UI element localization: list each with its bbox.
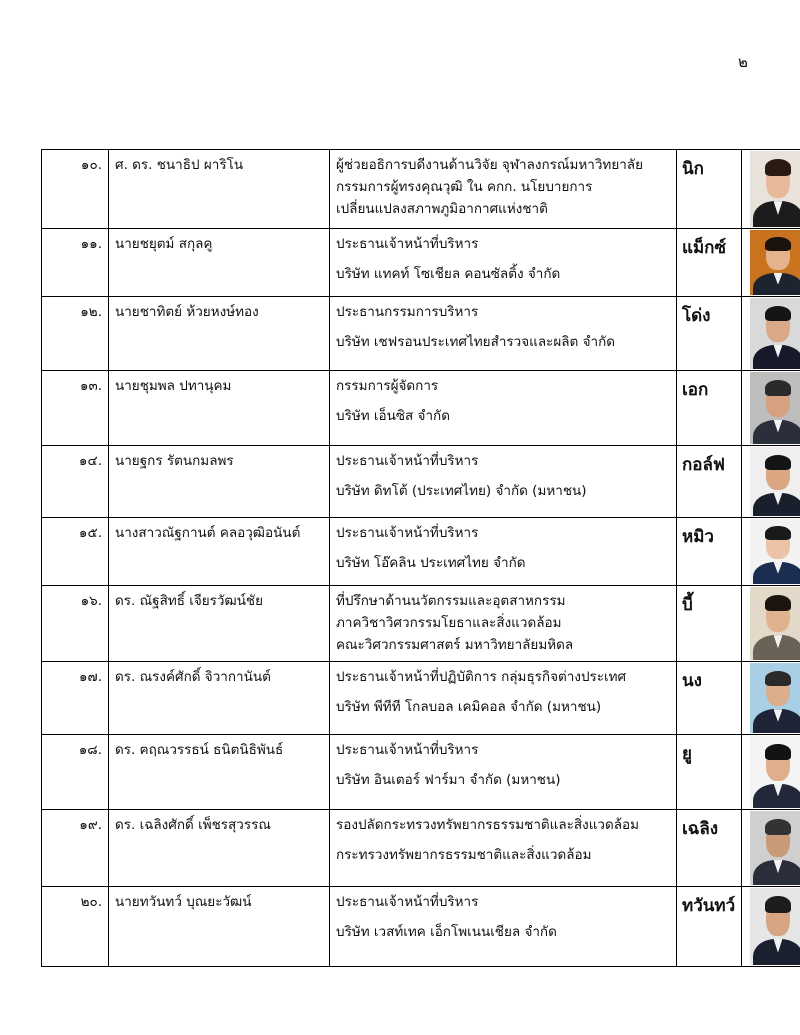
member-position: [330, 150, 677, 229]
member-number: ๑๐.: [42, 150, 109, 229]
position-line: ประธานเจ้าหน้าที่บริหาร: [336, 742, 479, 758]
position-line: กระทรวงทรัพยากรธรรมชาติและสิ่งแวดล้อม: [336, 847, 592, 863]
member-number: ๑๔.: [42, 446, 109, 518]
member-position: [330, 586, 677, 662]
position-line: บริษัท โอ๊คลิน ประเทศไทย จำกัด: [336, 555, 526, 571]
position-line: ประธานกรรมการบริหาร: [336, 304, 479, 320]
member-position: [330, 735, 677, 810]
table-row: [42, 586, 800, 662]
member-name: ดร. ณัฐสิทธิ์ เจียรวัฒน์ชัย: [109, 586, 330, 662]
member-photo-cell: [742, 810, 800, 887]
member-number: ๑๗.: [42, 662, 109, 735]
position-line: ที่ปรึกษาด้านนวัตกรรมและอุตสาหกรรม: [336, 593, 566, 609]
member-photo-cell: [742, 586, 800, 662]
member-photo: [750, 151, 800, 227]
member-nickname: เฉลิง: [677, 810, 742, 887]
member-table: [41, 149, 800, 967]
page-number: ๒: [738, 53, 748, 71]
member-nickname: กอล์ฟ: [677, 446, 742, 518]
position-line: ประธานเจ้าหน้าที่บริหาร: [336, 525, 479, 541]
member-nickname: นง: [677, 662, 742, 735]
member-photo: [750, 736, 800, 808]
member-name: นายทวันทว์ บุณยะวัฒน์: [109, 887, 330, 967]
member-name: ดร. เฉลิงศักดิ์ เพ็ชรสุวรรณ: [109, 810, 330, 887]
member-photo-cell: [742, 446, 800, 518]
member-table-body: [42, 150, 800, 967]
member-photo: [750, 230, 800, 295]
position-line: บริษัท อินเตอร์ ฟาร์มา จำกัด (มหาชน): [336, 772, 561, 788]
member-photo-cell: [742, 371, 800, 446]
member-photo-cell: [742, 229, 800, 297]
position-line: ประธานเจ้าหน้าที่บริหาร: [336, 894, 479, 910]
member-position: [330, 371, 677, 446]
position-line: กรรมการผู้ทรงคุณวุฒิ ใน คกก. นโยบายการ: [336, 179, 593, 195]
member-photo: [750, 519, 800, 584]
member-photo-cell: [742, 518, 800, 586]
member-number: ๑๖.: [42, 586, 109, 662]
member-photo: [750, 811, 800, 885]
member-photo: [750, 447, 800, 516]
position-line: บริษัท แทคท์ โซเชียล คอนซัลติ้ง จำกัด: [336, 266, 561, 282]
member-nickname: หมิว: [677, 518, 742, 586]
position-line: บริษัท พีทีที โกลบอล เคมิคอล จำกัด (มหาชน): [336, 699, 602, 715]
position-line: ประธานเจ้าหน้าที่ปฏิบัติการ กลุ่มธุรกิจต่างประเทศ: [336, 669, 627, 685]
member-nickname: ทวันทว์: [677, 887, 742, 967]
position-line: บริษัท เชฟรอนประเทศไทยสำรวจและผลิต จำกัด: [336, 334, 616, 350]
member-photo-cell: [742, 735, 800, 810]
position-line: ภาควิชาวิศวกรรมโยธาและสิ่งแวดล้อม: [336, 615, 562, 631]
position-line: กรรมการผู้จัดการ: [336, 378, 439, 394]
member-nickname: ยู: [677, 735, 742, 810]
member-nickname: บี้: [677, 586, 742, 662]
member-position: [330, 229, 677, 297]
member-nickname: เอก: [677, 371, 742, 446]
member-position: [330, 662, 677, 735]
table-row: [42, 735, 800, 810]
table-row: [42, 229, 800, 297]
member-photo: [750, 372, 800, 444]
member-position: [330, 297, 677, 371]
table-row: [42, 150, 800, 229]
table-row: [42, 371, 800, 446]
member-name: ดร. ณรงค์ศักดิ์ จิวากานันต์: [109, 662, 330, 735]
table-row: [42, 662, 800, 735]
member-photo-cell: [742, 662, 800, 735]
member-photo-cell: [742, 887, 800, 967]
member-photo-cell: [742, 297, 800, 371]
member-number: ๑๘.: [42, 735, 109, 810]
table-row: [42, 887, 800, 967]
member-number: ๑๑.: [42, 229, 109, 297]
member-photo: [750, 298, 800, 369]
member-position: [330, 887, 677, 967]
member-name: นายชาทิตย์ ห้วยหงษ์ทอง: [109, 297, 330, 371]
member-position: [330, 518, 677, 586]
table-row: [42, 446, 800, 518]
position-line: ประธานเจ้าหน้าที่บริหาร: [336, 236, 479, 252]
member-name: ศ. ดร. ชนาธิป ผาริโน: [109, 150, 330, 229]
member-position: [330, 446, 677, 518]
member-name: นางสาวณัฐกานต์ คลอวุฒิอนันต์: [109, 518, 330, 586]
position-line: บริษัท ดิทโต้ (ประเทศไทย) จำกัด (มหาชน): [336, 483, 587, 499]
member-position: [330, 810, 677, 887]
table-row: [42, 297, 800, 371]
table-row: [42, 518, 800, 586]
table-row: [42, 810, 800, 887]
position-line: รองปลัดกระทรวงทรัพยากรธรรมชาติและสิ่งแวดล้อม: [336, 817, 640, 833]
member-photo-cell: [742, 150, 800, 229]
position-line: คณะวิศวกรรมศาสตร์ มหาวิทยาลัยมหิดล: [336, 637, 574, 653]
member-name: นายชุมพล ปทานุคม: [109, 371, 330, 446]
position-line: บริษัท เอ็นซิส จำกัด: [336, 408, 450, 424]
member-nickname: แม็กซ์: [677, 229, 742, 297]
position-line: เปลี่ยนแปลงสภาพภูมิอากาศแห่งชาติ: [336, 201, 548, 217]
member-name: นายชยุตม์ สกุลคู: [109, 229, 330, 297]
member-photo: [750, 663, 800, 733]
member-photo: [750, 587, 800, 660]
member-number: ๒๐.: [42, 887, 109, 967]
member-name: นายฐกร รัตนกมลพร: [109, 446, 330, 518]
member-number: ๑๓.: [42, 371, 109, 446]
position-line: ผู้ช่วยอธิการบดีงานด้านวิจัย จุฬาลงกรณ์มหาวิทยาลัย: [336, 157, 643, 173]
member-number: ๑๙.: [42, 810, 109, 887]
member-number: ๑๕.: [42, 518, 109, 586]
member-number: ๑๒.: [42, 297, 109, 371]
member-name: ดร. ฅฤณวรรธน์ ธนิตนิธิพันธ์: [109, 735, 330, 810]
position-line: บริษัท เวสท์เทค เอ็กโพเนนเชียล จำกัด: [336, 924, 557, 940]
member-nickname: โด่ง: [677, 297, 742, 371]
position-line: ประธานเจ้าหน้าที่บริหาร: [336, 453, 479, 469]
member-nickname: นิก: [677, 150, 742, 229]
member-photo: [750, 888, 800, 965]
